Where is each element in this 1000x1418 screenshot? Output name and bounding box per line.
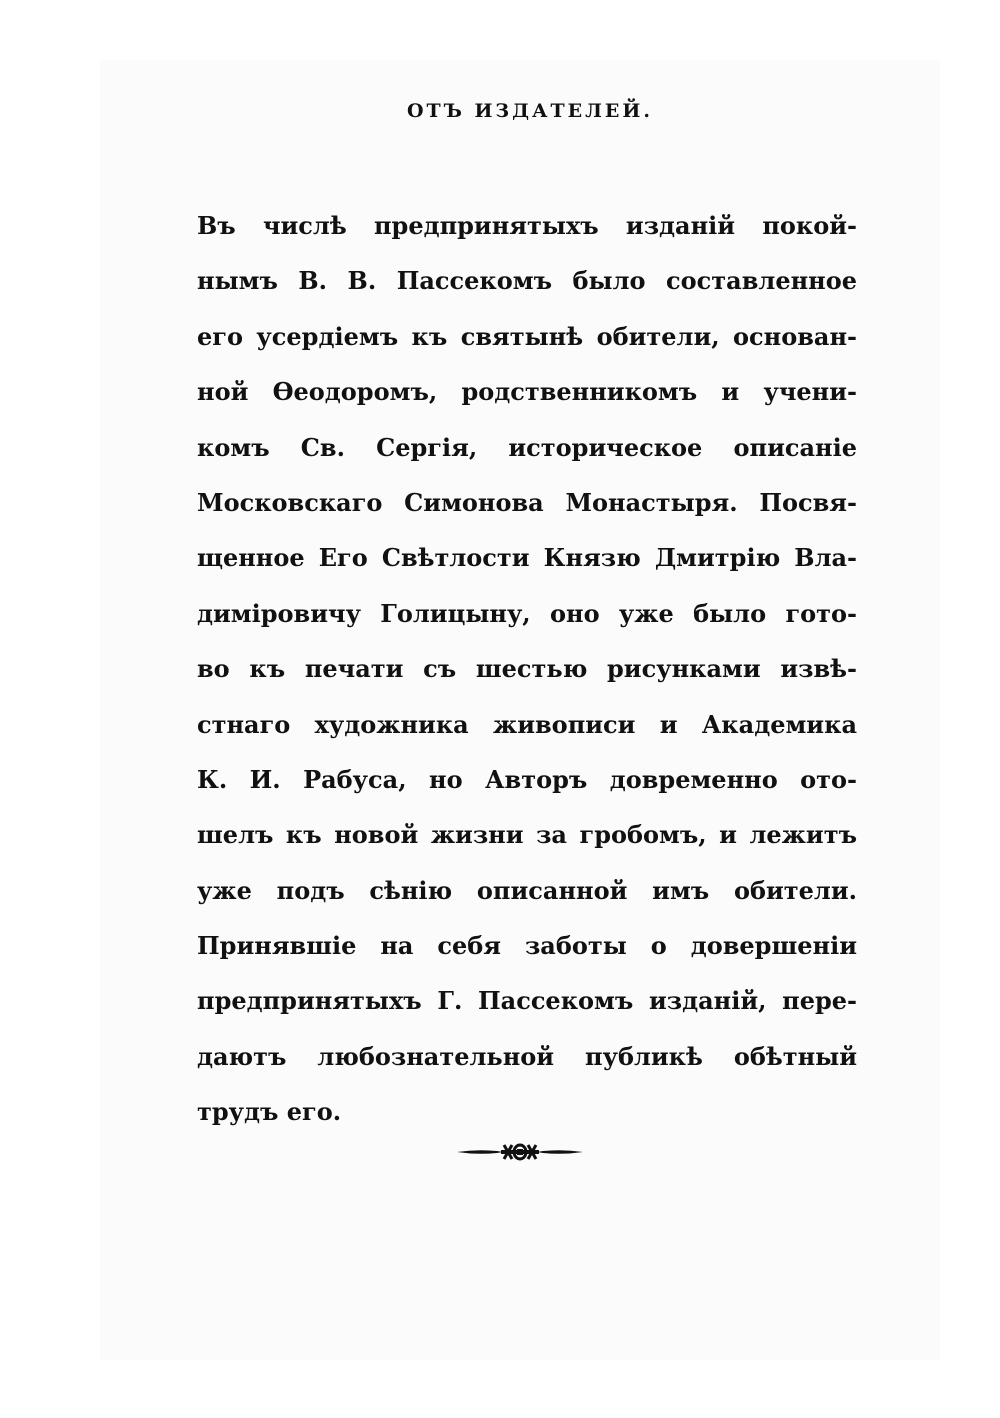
text-line: трудъ его. [197, 1097, 342, 1127]
text-line: комъ Св. Сергія, историческое описаніе [197, 432, 857, 462]
text-line: его усердіемъ къ святынѣ обители, основан- [197, 321, 857, 351]
text-line: стнаго художника живописи и Академика [197, 709, 857, 739]
text-line: Въ числѣ предпринятыхъ изданій покой- [197, 211, 857, 240]
body-paragraph [197, 198, 857, 1140]
text-line: диміровичу Голицыну, оно уже было гото- [197, 598, 857, 628]
text-line: Московскаго Симонова Монастыря. Посвя- [197, 487, 857, 517]
text-line: Принявшіе на себя заботы о довершеніи [197, 931, 857, 961]
text-line: ной Ѳеодоромъ, родственникомъ и учени- [197, 377, 857, 407]
text-line: нымъ В. В. Пассекомъ было составленное [197, 266, 857, 296]
decorative-rule-icon [455, 1140, 585, 1164]
text-line: во къ печати съ шестью рисунками извѣ- [197, 654, 857, 684]
text-line: уже подъ сѣнію описанной имъ обители. [197, 875, 857, 905]
text-line: щенное Его Свѣтлости Князю Дмитрію Вла- [197, 543, 857, 573]
text-line: предпринятыхъ Г. Пассекомъ изданій, пере- [197, 986, 857, 1016]
text-line: К. И. Рабуса, но Авторъ довременно ото- [197, 764, 857, 794]
text-line: шелъ къ новой жизни за гробомъ, и лежитъ [197, 820, 857, 850]
page-heading: ОТЪ ИЗДАТЕЛЕЙ. [407, 100, 653, 122]
text-line: даютъ любознательной публикѣ обѣтный [197, 1041, 857, 1071]
